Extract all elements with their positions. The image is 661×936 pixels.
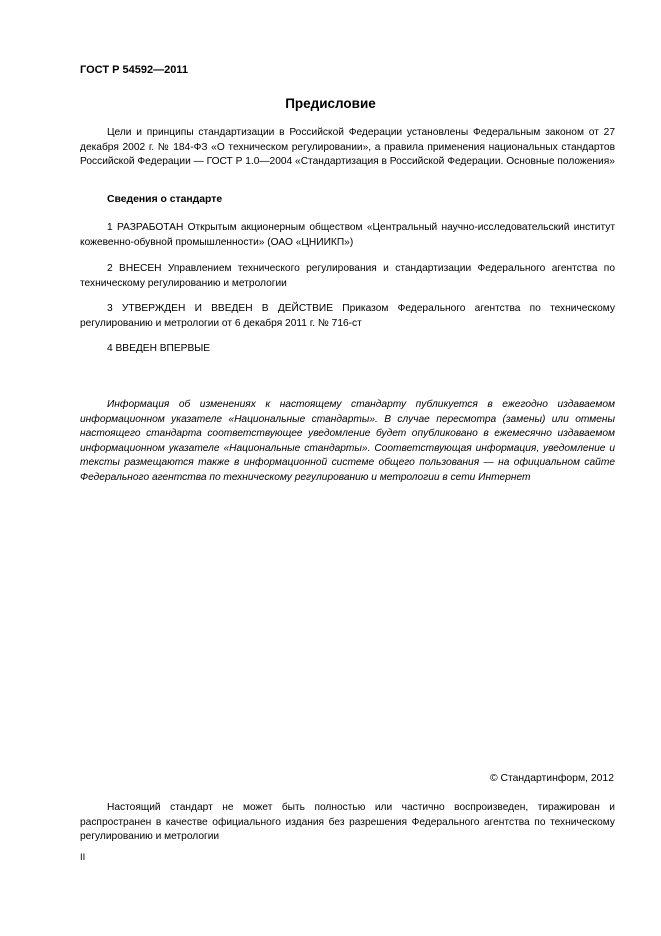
reproduction-notice: Настоящий стандарт не может быть полностью или частично воспроизведен, тиражирован и распространен в качестве официального издания без разрешения Федерального агентства по техническому регулированию и метрологии — [80, 802, 615, 843]
standard-info-heading: Сведения о стандарте — [107, 194, 223, 205]
document-id-header: ГОСТ Р 54592—2011 — [80, 64, 188, 76]
page-number: II — [80, 852, 86, 863]
info-item-approved: 3 УТВЕРЖДЕН И ВВЕДЕН В ДЕЙСТВИЕ Приказом Федерального агентства по техническому регулированию и метрологии от 6 декабря 2011 г. № 716-ст — [80, 303, 615, 329]
info-item-introduced: 2 ВНЕСЕН Управлением технического регулирования и стандартизации Федерального агентства по техническому регулированию и метрологии — [80, 263, 615, 289]
copyright-line: © Стандартинформ, 2012 — [489, 773, 614, 784]
page-title: Предисловие — [285, 96, 376, 111]
intro-paragraph: Цели и принципы стандартизации в Российской Федерации установлены Федеральным законом от 27 декабря 2002 г. № 184-ФЗ «О техническом регулировании», а правила применения национальных стандартов Российской Федерации — ГОСТ Р 1.0—2004 «Стандартизация в Российской Федерации. Основные положения» — [80, 127, 615, 168]
changes-notice: Информация об изменениях к настоящему стандарту публикуется в ежегодно издаваемом информационном указателе «Национальные стандарты». В случае пересмотра (замены) или отмены настоящего стандарта соответствующее уведомление будет опубликовано в ежемесячно издаваемом информационном указателе «Национальные стандарты». Соответствующая информация, уведомление и тексты размещаются также в информационной системе общего пользования — на официальном сайте Федерального агентства по техническому регулированию и метрологии в сети Интернет — [80, 399, 615, 483]
info-item-first-introduced: 4 ВВЕДЕН ВПЕРВЫЕ — [107, 343, 211, 354]
info-item-developed: 1 РАЗРАБОТАН Открытым акционерным обществом «Центральный научно-исследовательский институт кожевенно-обувной промышленности» (ОАО «ЦНИИКП») — [80, 222, 615, 248]
